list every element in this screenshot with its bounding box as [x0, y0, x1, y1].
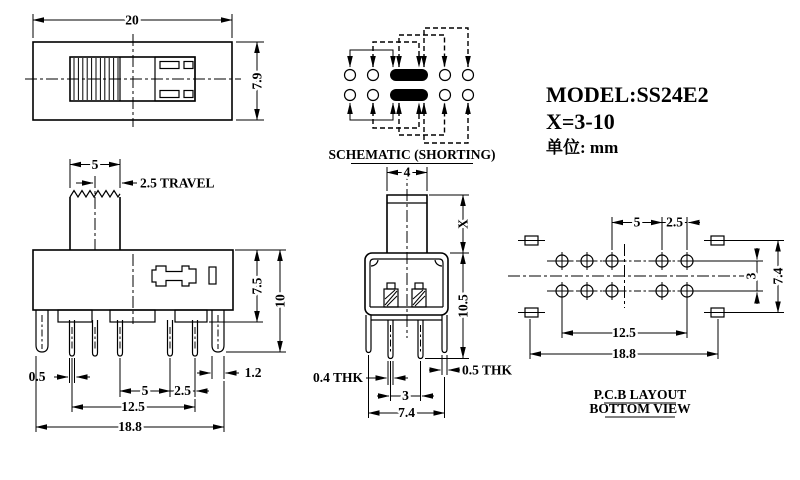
dim-top-height: 7.9 [249, 72, 265, 90]
schematic-view [329, 28, 496, 164]
dim-leg-width: 1.2 [244, 365, 262, 380]
dim-pitch-wide: 5 [141, 383, 149, 398]
title-block [546, 82, 709, 157]
mount-leg [442, 315, 447, 353]
pcb-view [508, 215, 786, 418]
contact-bases [384, 283, 426, 307]
x-range: X=3-10 [546, 109, 615, 134]
dim-leg-span: 18.8 [118, 419, 142, 434]
dim-pin-span: 12.5 [121, 399, 145, 414]
dim-pin-thickness: 0.4 THK [312, 370, 363, 385]
dim-knob-height: X [455, 219, 471, 229]
schematic-caption: SCHEMATIC (SHORTING) [328, 147, 496, 162]
pcb-caption-line1: P.C.B LAYOUT [593, 387, 687, 402]
mount-leg [366, 315, 371, 353]
dim-upper-height: 7.5 [249, 277, 265, 295]
top-view [25, 13, 265, 128]
dogbone-cutout [152, 266, 196, 286]
dim-leg-thickness: 0.5 THK [462, 362, 513, 378]
dim-body-height: 10.5 [455, 294, 471, 318]
dim-pad-col-span: 18.8 [612, 346, 636, 361]
dim-pad-row-span: 7.4 [770, 267, 786, 285]
dim-pitch-wide: 5 [633, 214, 641, 230]
dim-pin-width: 0.5 [28, 369, 46, 384]
dim-top-width: 20 [125, 12, 139, 28]
units-note: 单位: mm [546, 138, 619, 157]
shorting-contact [390, 89, 428, 101]
shorting-contact [390, 69, 428, 81]
dim-leg-span: 7.4 [398, 405, 415, 420]
dim-pin-pitch: 3 [402, 388, 409, 403]
model-number: MODEL:SS24E2 [546, 82, 709, 107]
dim-knob-width: 5 [91, 157, 99, 172]
dim-total-height: 10 [272, 294, 288, 308]
dim-pitch-narrow: 2.5 [174, 383, 191, 398]
dim-pitch-narrow: 2.5 [666, 214, 683, 230]
dim-hole-span: 12.5 [612, 325, 636, 340]
terminal-pins [70, 320, 198, 356]
dim-knob-width: 4 [403, 164, 411, 180]
pcb-caption-line2: BOTTOM VIEW [589, 401, 691, 416]
dim-row-pitch: 3 [743, 272, 759, 280]
dim-travel: 2.5 TRAVEL [140, 175, 215, 191]
side-view [313, 165, 513, 421]
front-view [29, 157, 288, 434]
